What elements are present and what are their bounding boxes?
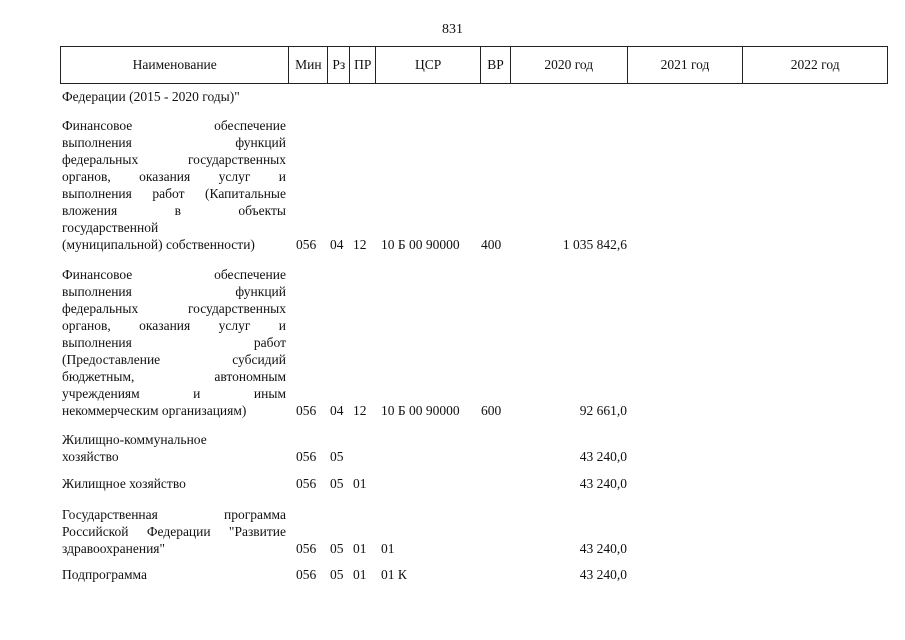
row-name-line: выполнения функций bbox=[62, 135, 286, 150]
cell-2020: 43 240,0 bbox=[579, 567, 627, 582]
table-row bbox=[62, 566, 888, 583]
row-name-line: федеральных государственных bbox=[62, 152, 286, 167]
cell-min: 056 bbox=[296, 567, 317, 582]
row-name bbox=[62, 506, 286, 557]
table-header bbox=[60, 46, 888, 84]
row-name-line: органов, оказания услуг и bbox=[62, 318, 286, 333]
row-name-line: Российской Федерации "Развитие bbox=[62, 524, 286, 539]
cell-rz: 05 bbox=[330, 541, 344, 556]
row-name-line: Жилищно-коммунальное bbox=[62, 432, 207, 447]
cell-vr: 600 bbox=[481, 403, 502, 418]
row-name-line: Жилищное хозяйство bbox=[62, 476, 186, 491]
row-name-line: хозяйство bbox=[62, 449, 119, 464]
table-row bbox=[62, 431, 888, 465]
row-name-line: здравоохранения" bbox=[62, 541, 166, 556]
row-name-line: государственной bbox=[62, 220, 159, 235]
cell-rz: 04 bbox=[330, 403, 344, 418]
cell-csr: 01 bbox=[381, 541, 395, 556]
row-name-line: (Предоставление субсидий bbox=[62, 352, 286, 367]
row-name-line: некоммерческим организациям) bbox=[62, 403, 247, 418]
cell-rz: 05 bbox=[330, 449, 344, 464]
cell-min: 056 bbox=[296, 476, 317, 491]
row-name-line: Подпрограмма bbox=[62, 567, 147, 582]
cell-pr: 01 bbox=[353, 541, 367, 556]
row-name-line: учреждениям и иным bbox=[62, 386, 286, 401]
page-number: 831 bbox=[442, 22, 463, 37]
cell-csr: 10 Б 00 90000 bbox=[381, 237, 460, 252]
cell-rz: 05 bbox=[330, 567, 344, 582]
cell-2020: 92 661,0 bbox=[579, 403, 627, 418]
cell-min: 056 bbox=[296, 237, 317, 252]
header-2021: 2021 год bbox=[628, 47, 744, 83]
header-name: Наименование bbox=[61, 47, 289, 83]
row-name-line: вложения в объекты bbox=[62, 203, 286, 218]
row-name-line: выполнения работ (Капитальные bbox=[62, 186, 286, 201]
cell-pr: 12 bbox=[353, 403, 367, 418]
continuation-text: Федерации (2015 - 2020 годы)" bbox=[62, 89, 240, 104]
row-name-line: федеральных государственных bbox=[62, 301, 286, 316]
row-name-line: бюджетным, автономным bbox=[62, 369, 286, 384]
cell-vr: 400 bbox=[481, 237, 502, 252]
row-name bbox=[62, 431, 286, 465]
row-name-line: выполнения работ bbox=[62, 335, 286, 350]
cell-rz: 05 bbox=[330, 476, 344, 491]
cell-2020: 43 240,0 bbox=[579, 476, 627, 491]
table-row bbox=[62, 266, 888, 419]
table-row bbox=[62, 475, 888, 492]
header-pr: ПР bbox=[350, 47, 376, 83]
cell-csr: 10 Б 00 90000 bbox=[381, 403, 460, 418]
cell-min: 056 bbox=[296, 449, 317, 464]
row-name-line: органов, оказания услуг и bbox=[62, 169, 286, 184]
cell-min: 056 bbox=[296, 541, 317, 556]
row-name-line: Государственная программа bbox=[62, 507, 286, 522]
table-row bbox=[62, 506, 888, 557]
cell-pr: 12 bbox=[353, 237, 367, 252]
table-row bbox=[62, 117, 888, 253]
cell-rz: 04 bbox=[330, 237, 344, 252]
header-2020: 2020 год bbox=[511, 47, 628, 83]
cell-2020: 43 240,0 bbox=[579, 449, 627, 464]
cell-min: 056 bbox=[296, 403, 317, 418]
header-vr: ВР bbox=[481, 47, 511, 83]
cell-pr: 01 bbox=[353, 476, 367, 491]
row-name bbox=[62, 475, 286, 492]
row-name bbox=[62, 266, 286, 419]
cell-csr: 01 К bbox=[381, 567, 407, 582]
row-name-line: Финансовое обеспечение bbox=[62, 118, 286, 133]
header-min: Мин bbox=[289, 47, 328, 83]
header-rz: Рз bbox=[328, 47, 350, 83]
row-name-line: выполнения функций bbox=[62, 284, 286, 299]
header-2022: 2022 год bbox=[790, 57, 840, 72]
header-csr: ЦСР bbox=[376, 47, 481, 83]
row-name bbox=[62, 117, 286, 253]
cell-2020: 43 240,0 bbox=[579, 541, 627, 556]
row-name-line: Финансовое обеспечение bbox=[62, 267, 286, 282]
cell-pr: 01 bbox=[353, 567, 367, 582]
row-name-line: (муниципальной) собственности) bbox=[62, 237, 255, 252]
row-name bbox=[62, 566, 286, 583]
cell-2020: 1 035 842,6 bbox=[562, 237, 627, 252]
